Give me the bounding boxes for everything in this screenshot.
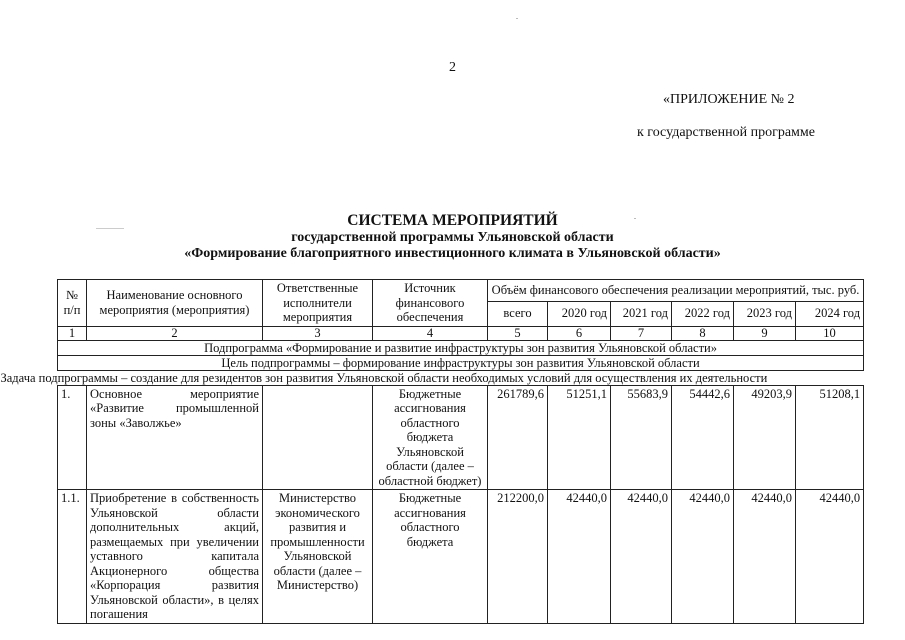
header-2024: 2024 год (796, 301, 864, 326)
row-2023: 49203,9 (734, 385, 796, 490)
measures-table (0, 279, 864, 624)
subprogram-task: Задача подпрограммы – создание для резидентов зон развития Ульяновской области необходимых условий для осуществления их деятельности (0, 370, 768, 385)
header-total: всего (488, 301, 548, 326)
row-2022: 54442,6 (672, 385, 734, 490)
row-source: Бюджетные ассигнования областного бюджета Ульяновской области (далее – областной бюджет) (373, 385, 488, 490)
document-program-name: «Формирование благоприятного инвестиционного климата в Ульяновской области» (184, 246, 721, 261)
row-2024: 51208,1 (796, 385, 864, 490)
row-2024: 42440,0 (796, 490, 864, 624)
page-number: 2 (449, 60, 456, 75)
column-number: 3 (263, 326, 373, 340)
header-2020: 2020 год (548, 301, 611, 326)
column-number-row (58, 326, 864, 340)
column-number: 4 (373, 326, 488, 340)
header-responsible: Ответственные исполнители мероприятия (263, 280, 373, 327)
appendix-label: «ПРИЛОЖЕНИЕ № 2 (663, 92, 795, 107)
scan-speck (516, 18, 518, 19)
header-2022: 2022 год (672, 301, 734, 326)
row-2023: 42440,0 (734, 490, 796, 624)
column-number: 2 (87, 326, 263, 340)
row-total: 261789,6 (488, 385, 548, 490)
row-responsible: Министерство экономического развития и промышленности Ульяновской области (далее – Министерство) (263, 490, 373, 624)
row-name: Приобретение в собственность Ульяновской области дополнительных акций, размещаемых при увеличении уставного капитала Акционерного общества «Корпорация развития Ульяновской области», в целях погашения (87, 490, 263, 624)
column-number: 7 (611, 326, 672, 340)
row-total: 212200,0 (488, 490, 548, 624)
row-2021: 55683,9 (611, 385, 672, 490)
subprogram-row (58, 340, 864, 355)
document-title: СИСТЕМА МЕРОПРИЯТИЙ (347, 212, 558, 229)
column-number: 9 (734, 326, 796, 340)
header-name: Наименование основного мероприятия (мероприятия) (87, 280, 263, 327)
header-2021: 2021 год (611, 301, 672, 326)
header-2023: 2023 год (734, 301, 796, 326)
row-name: Основное мероприятие «Развитие промышленной зоны «Заволжье» (87, 385, 263, 490)
row-2020: 42440,0 (548, 490, 611, 624)
table-row (58, 490, 864, 624)
row-2021: 42440,0 (611, 490, 672, 624)
header-source: Источник финансового обеспечения (373, 280, 488, 327)
row-2020: 51251,1 (548, 385, 611, 490)
header-num: № п/п (58, 280, 87, 327)
row-num: 1.1. (58, 490, 87, 624)
appendix-subtitle: к государственной программе (637, 125, 815, 140)
document-subtitle: государственной программы Ульяновской области (291, 230, 614, 245)
subprogram-title: Подпрограмма «Формирование и развитие инфраструктуры зон развития Ульяновской области» (58, 340, 864, 355)
row-responsible (263, 385, 373, 490)
column-number: 5 (488, 326, 548, 340)
table-row (58, 385, 864, 490)
header-volume: Объём финансового обеспечения реализации мероприятий, тыс. руб. (488, 280, 864, 302)
table-header-row (58, 280, 864, 302)
row-2022: 42440,0 (672, 490, 734, 624)
column-number: 1 (58, 326, 87, 340)
task-row (58, 370, 864, 385)
column-number: 6 (548, 326, 611, 340)
goal-row (58, 355, 864, 370)
row-num: 1. (58, 385, 87, 490)
row-source: Бюджетные ассигнования областного бюджета (373, 490, 488, 624)
column-number: 8 (672, 326, 734, 340)
subprogram-goal: Цель подпрограммы – формирование инфраструктуры зон развития Ульяновской области (58, 355, 864, 370)
column-number: 10 (796, 326, 864, 340)
